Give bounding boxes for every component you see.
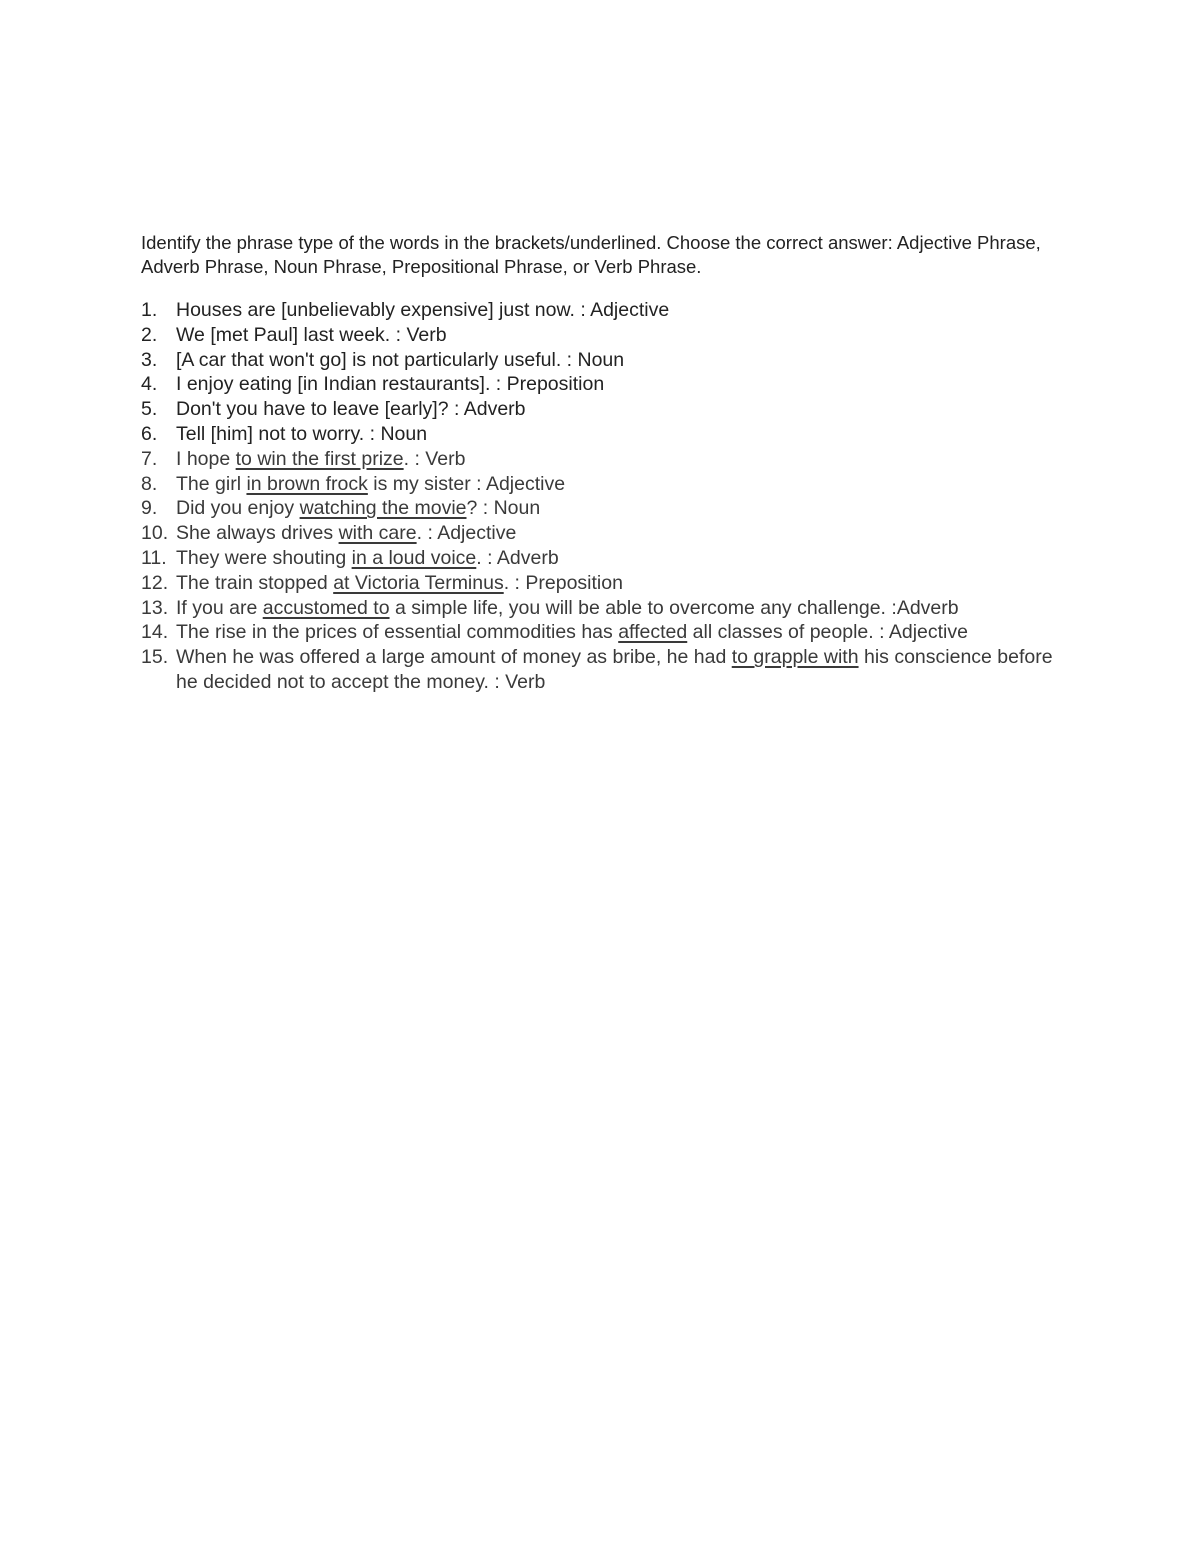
- question-text: [A car that won't go] is not particularly useful. : Noun: [176, 348, 625, 371]
- question-item: [141, 348, 1071, 373]
- question-number: 4.: [141, 373, 158, 396]
- underlined-phrase: to grapple with: [731, 646, 859, 669]
- underlined-phrase: in brown frock: [246, 472, 368, 495]
- question-item: [141, 496, 1071, 521]
- underlined-phrase: watching the movie: [299, 497, 467, 520]
- underlined-phrase: in a loud voice: [351, 546, 477, 569]
- question-text-before: Did you enjoy: [176, 497, 300, 520]
- question-number: 10.: [141, 522, 169, 545]
- question-text-after: . : Adverb: [476, 546, 559, 569]
- question-text-before: The rise in the prices of essential commodities has: [176, 621, 619, 644]
- question-text-before: The girl: [176, 472, 247, 495]
- question-number: 8.: [141, 472, 158, 495]
- question-list: [141, 298, 1071, 695]
- underlined-phrase: affected: [618, 621, 688, 644]
- question-text-before: She always drives: [176, 522, 339, 545]
- question-number: 6.: [141, 422, 158, 445]
- question-text-before: They were shouting: [176, 546, 352, 569]
- instructions-paragraph: Identify the phrase type of the words in the brackets/underlined. Choose the correct answer: Adjective Phrase, Adverb Phrase, Noun Phrase, Prepositional Phrase, or Verb Phrase.: [141, 232, 1041, 277]
- question-number: 14.: [141, 621, 169, 644]
- document-page: [141, 231, 1071, 695]
- question-text-after: a simple life, you will be able to overcome any challenge. :Adverb: [389, 596, 959, 619]
- question-text-after: . : Preposition: [503, 571, 623, 594]
- question-item: [141, 546, 1071, 571]
- question-item: [141, 422, 1071, 447]
- question-number: 9.: [141, 497, 158, 520]
- question-number: 13.: [141, 596, 169, 619]
- question-text-after: his conscience before he decided not to accept the money. : Verb: [176, 646, 1053, 693]
- question-number: 5.: [141, 398, 158, 421]
- question-item: [141, 596, 1071, 621]
- question-number: 7.: [141, 447, 158, 470]
- question-text-before: The train stopped: [176, 571, 334, 594]
- question-number: 3.: [141, 348, 158, 371]
- question-number: 1.: [141, 299, 158, 321]
- question-number: 2.: [141, 323, 158, 346]
- question-item: [141, 472, 1071, 497]
- question-item: [141, 397, 1071, 422]
- question-number: 15.: [141, 646, 169, 669]
- question-text: We [met Paul] last week. : Verb: [176, 323, 447, 346]
- question-number: 12.: [141, 571, 169, 594]
- question-text-after: ? : Noun: [466, 497, 541, 520]
- question-text-before: I hope: [176, 447, 236, 470]
- question-text-after: . : Verb: [403, 447, 466, 470]
- question-item: [141, 571, 1071, 596]
- question-item: [141, 645, 1071, 695]
- question-text-after: is my sister : Adjective: [367, 472, 566, 495]
- question-text-after: all classes of people. : Adjective: [687, 621, 968, 644]
- question-text: Tell [him] not to worry. : Noun: [176, 422, 428, 445]
- question-number: 11.: [141, 546, 167, 569]
- question-item: [141, 447, 1071, 472]
- underlined-phrase: at Victoria Terminus: [333, 571, 504, 594]
- underlined-phrase: to win the first prize: [235, 447, 404, 470]
- question-text-after: . : Adjective: [416, 522, 517, 545]
- question-item: [141, 521, 1071, 546]
- underlined-phrase: accustomed to: [262, 596, 390, 619]
- question-item: [141, 323, 1071, 348]
- question-text-before: If you are: [176, 596, 263, 619]
- underlined-phrase: with care: [338, 522, 417, 545]
- question-item: [141, 372, 1071, 397]
- question-text: Don't you have to leave [early]? : Adverb: [176, 398, 526, 421]
- question-text-before: When he was offered a large amount of money as bribe, he had: [176, 646, 732, 669]
- question-item: [141, 298, 1071, 323]
- question-text: Houses are [unbelievably expensive] just now. : Adjective: [176, 299, 670, 321]
- question-item: [141, 620, 1071, 645]
- question-text: I enjoy eating [in Indian restaurants]. : Preposition: [176, 373, 605, 396]
